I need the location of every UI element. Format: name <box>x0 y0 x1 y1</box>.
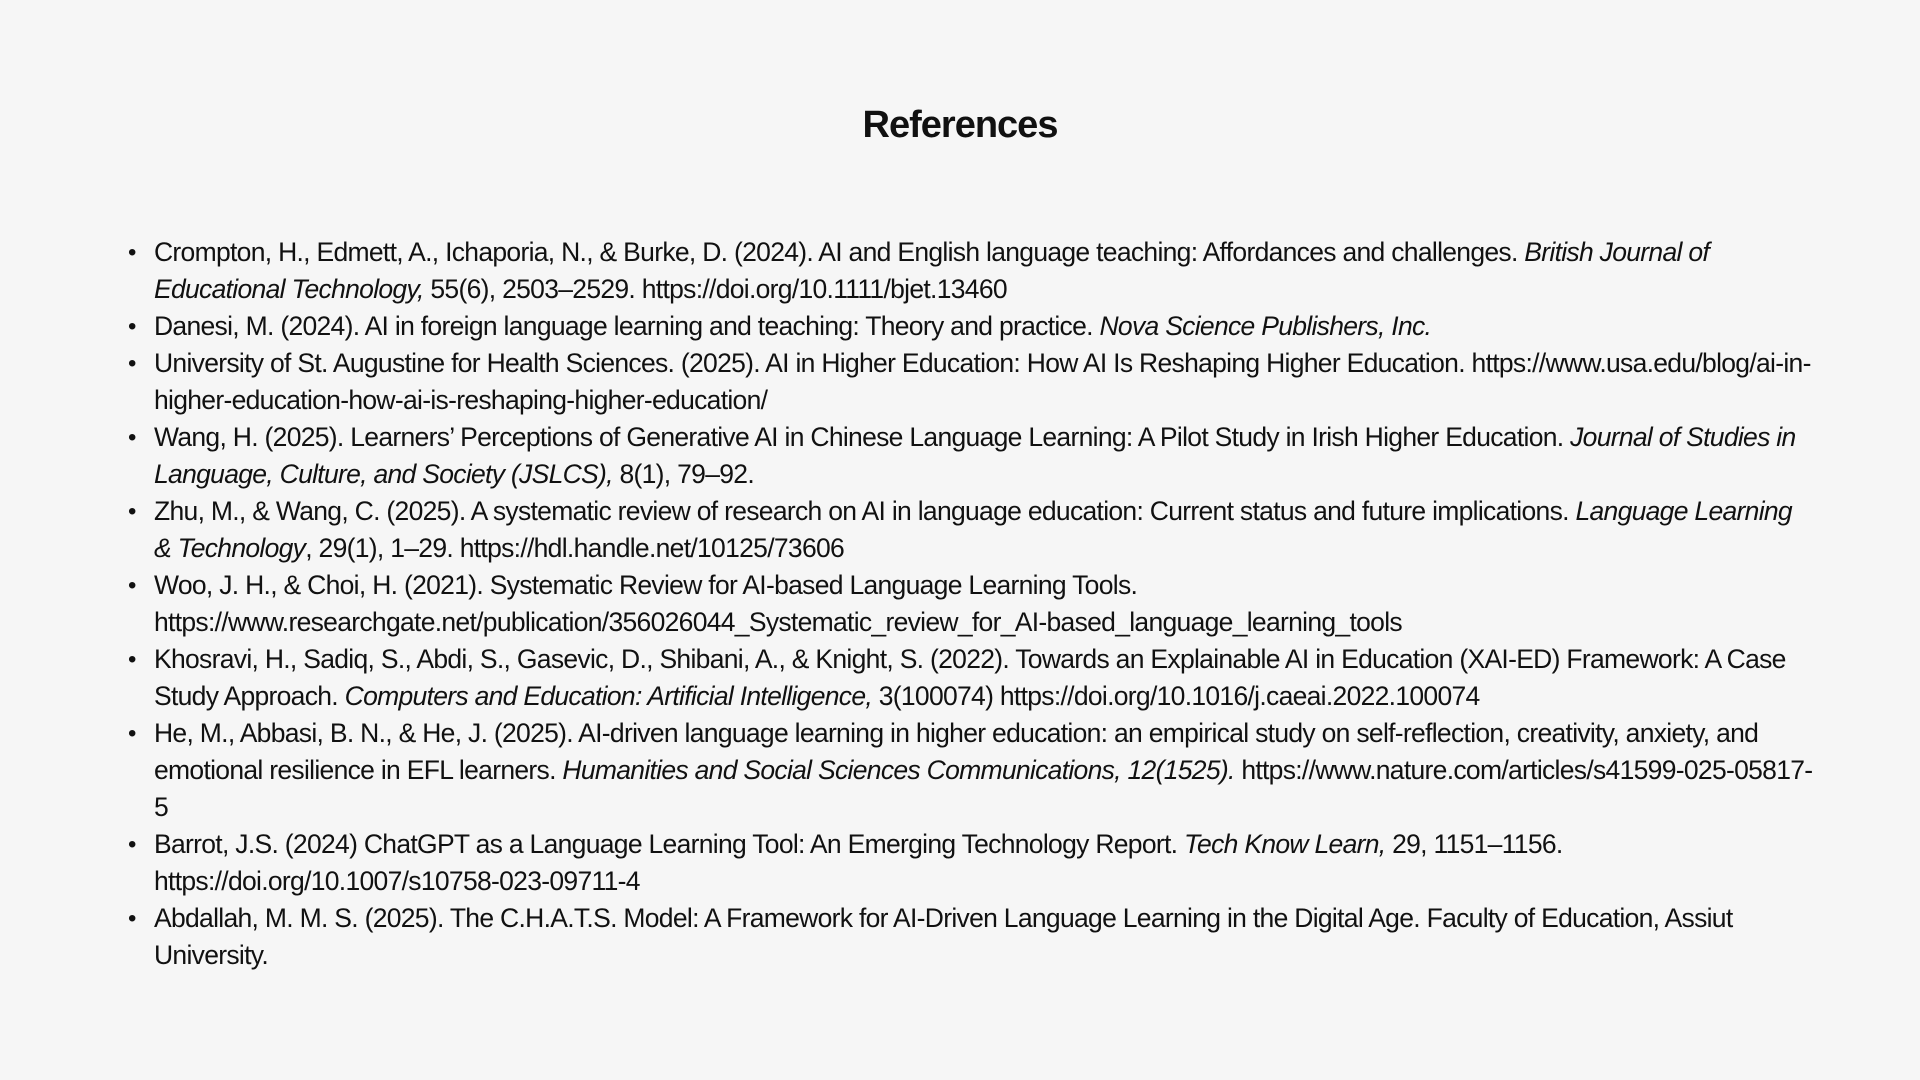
reference-details: 3(100074) https://doi.org/10.1016/j.caeai.2022.100074 <box>872 681 1480 711</box>
bullet-icon: • <box>128 313 136 340</box>
reference-text: Danesi, M. (2024). AI in foreign language learning and teaching: Theory and practice. <box>154 311 1100 341</box>
bullet-icon: • <box>128 572 136 599</box>
page-title: References <box>862 104 1058 146</box>
reference-source: Humanities and Social Sciences Communications, 12(1525). <box>562 755 1235 785</box>
reference-item <box>128 493 1814 567</box>
reference-text: University of St. Augustine for Health Sciences. (2025). AI in Higher Education: How AI Is Reshaping Higher Education. https://www.usa.edu/blog/ai-in-higher-education-how-ai-is-reshaping-higher-education/ <box>154 348 1811 415</box>
reference-source: Journal of Studies in Language, Culture, and Society (JSLCS), <box>154 422 1796 489</box>
references-list <box>128 234 1814 974</box>
bullet-icon: • <box>128 646 136 673</box>
bullet-icon: • <box>128 905 136 932</box>
reference-details: 55(6), 2503–2529. https://doi.org/10.1111/bjet.13460 <box>423 274 1007 304</box>
reference-item <box>128 567 1814 641</box>
reference-source: Computers and Education: Artificial Intelligence, <box>344 681 873 711</box>
bullet-icon: • <box>128 239 136 266</box>
reference-details: 8(1), 79–92. <box>612 459 754 489</box>
reference-item <box>128 234 1814 308</box>
reference-text: Barrot, J.S. (2024) ChatGPT as a Language Learning Tool: An Emerging Technology Report. <box>154 829 1184 859</box>
bullet-icon: • <box>128 424 136 451</box>
reference-text: Crompton, H., Edmett, A., Ichaporia, N., & Burke, D. (2024). AI and English language teaching: Affordances and challenges. <box>154 237 1525 267</box>
reference-source: Tech Know Learn, <box>1184 829 1386 859</box>
bullet-icon: • <box>128 350 136 377</box>
bullet-icon: • <box>128 498 136 525</box>
reference-source: British Journal of Educational Technology, <box>154 237 1710 304</box>
reference-text: Zhu, M., & Wang, C. (2025). A systematic review of research on AI in language education: Current status and future implications. <box>154 496 1576 526</box>
reference-source: Nova Science Publishers, Inc. <box>1099 311 1432 341</box>
reference-details: , 29(1), 1–29. https://hdl.handle.net/10125/73606 <box>305 533 845 563</box>
reference-item <box>128 308 1814 345</box>
reference-item <box>128 419 1814 493</box>
reference-source: Language Learning & Technology <box>154 496 1792 563</box>
reference-item <box>128 345 1814 419</box>
reference-item <box>128 715 1814 826</box>
bullet-icon: • <box>128 720 136 747</box>
reference-details: 29, 1151–1156. https://doi.org/10.1007/s10758-023-09711-4 <box>154 829 1563 896</box>
reference-text: Wang, H. (2025). Learners’ Perceptions of Generative AI in Chinese Language Learning: A Pilot Study in Irish Higher Education. <box>154 422 1571 452</box>
reference-text: Woo, J. H., & Choi, H. (2021). Systematic Review for AI-based Language Learning Tools. https://www.researchgate.net/publication/356026044_Systematic_review_for_AI-based_language_learning_tools <box>154 570 1402 637</box>
bullet-icon: • <box>128 831 136 858</box>
reference-text: Abdallah, M. M. S. (2025). The C.H.A.T.S. Model: A Framework for AI-Driven Language Learning in the Digital Age. Faculty of Education, Assiut University. <box>154 903 1733 970</box>
reference-item <box>128 900 1814 974</box>
reference-text: He, M., Abbasi, B. N., & He, J. (2025). AI-driven language learning in higher education: an empirical study on self-reflection, creativity, anxiety, and emotional resilience in EFL learners. <box>154 718 1759 785</box>
reference-item <box>128 826 1814 900</box>
reference-details: https://www.nature.com/articles/s41599-025-05817-5 <box>154 755 1813 822</box>
reference-item <box>128 641 1814 715</box>
reference-text: Khosravi, H., Sadiq, S., Abdi, S., Gasevic, D., Shibani, A., & Knight, S. (2022). Towards an Explainable AI in Education (XAI-ED) Framework: A Case Study Approach. <box>154 644 1786 711</box>
